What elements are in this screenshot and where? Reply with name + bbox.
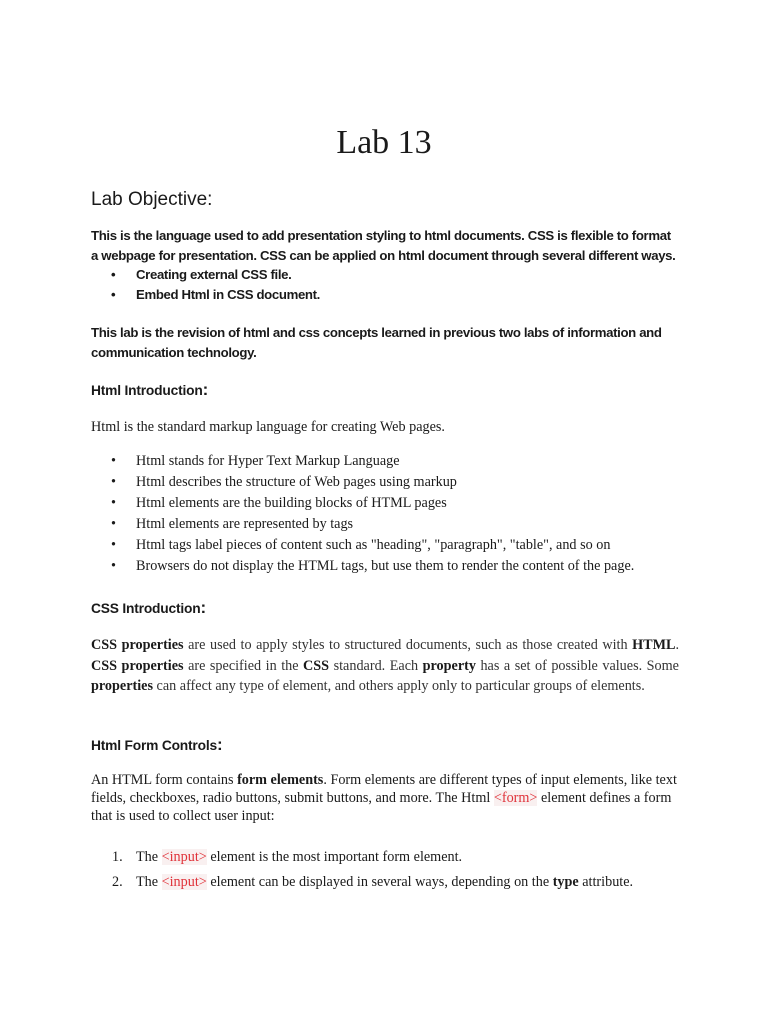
text-run: standard. Each bbox=[329, 657, 423, 674]
list-number: 1. bbox=[112, 849, 123, 865]
text-run: are specified in the bbox=[183, 657, 304, 674]
bullet-icon: • bbox=[111, 287, 116, 302]
text-run: element is the most important form element. bbox=[206, 849, 463, 865]
list-item bbox=[91, 847, 679, 868]
text-run: attribute. bbox=[578, 874, 634, 890]
heading-colon: : bbox=[202, 380, 209, 399]
bold-term: CSS properties bbox=[91, 637, 184, 653]
text-run: has a set of possible values. Some bbox=[475, 657, 679, 674]
form-paragraph bbox=[91, 771, 679, 825]
text-run: The bbox=[136, 874, 162, 890]
list-item bbox=[91, 285, 679, 305]
text-run: can affect any type of element, and others apply only to particular groups of elements. bbox=[153, 678, 645, 694]
text-run: An HTML form contains bbox=[91, 772, 238, 788]
heading-text: Html Introduction bbox=[91, 383, 203, 398]
text-run: are used to apply styles to structured documents, such as those created with bbox=[183, 637, 633, 653]
list-item bbox=[91, 872, 679, 893]
list-item-text: Embed Html in CSS document. bbox=[136, 287, 320, 302]
heading-text: CSS Introduction bbox=[91, 601, 201, 616]
html-form-controls-heading bbox=[91, 735, 679, 755]
bold-term: properties bbox=[91, 678, 153, 694]
list-item bbox=[91, 265, 679, 285]
list-item-text: Html elements are represented by tags bbox=[136, 516, 354, 532]
list-item bbox=[91, 556, 679, 577]
html-facts-list bbox=[91, 451, 679, 577]
css-paragraph bbox=[91, 635, 679, 697]
heading-colon: : bbox=[200, 598, 206, 617]
objective-list bbox=[91, 265, 679, 305]
list-item bbox=[91, 493, 679, 514]
bullet-icon: • bbox=[111, 267, 116, 282]
bullet-icon: • bbox=[111, 474, 116, 490]
list-item bbox=[91, 472, 679, 493]
bullet-icon: • bbox=[111, 516, 116, 532]
text-run: . bbox=[675, 637, 680, 653]
objective-paragraph: This is the language used to add presentation styling to html documents. CSS is flexible to format a webpage for presentation. CSS can be applied on html document through several different ways. bbox=[91, 228, 676, 263]
lab-objective-heading: Lab Objective: bbox=[91, 189, 213, 210]
html-intro-paragraph: Html is the standard markup language for creating Web pages. bbox=[91, 419, 445, 435]
bullet-icon: • bbox=[111, 537, 116, 553]
heading-text: Html Form Controls bbox=[91, 738, 217, 753]
list-item bbox=[91, 535, 679, 556]
list-item-text: Html elements are the building blocks of HTML pages bbox=[136, 495, 447, 511]
bold-term: CSS properties bbox=[91, 657, 184, 674]
text-run: . Form elements are different types of input elements, like text fields, checkboxes, radio buttons, submit buttons, and more. The Html bbox=[91, 772, 677, 806]
bullet-icon: • bbox=[111, 558, 116, 574]
list-item-text: Html tags label pieces of content such as "heading", "paragraph", "table", and so on bbox=[136, 537, 611, 553]
list-item-text: Creating external CSS file. bbox=[136, 267, 292, 282]
list-number: 2. bbox=[112, 874, 123, 890]
code-snippet: <form> bbox=[493, 790, 538, 806]
bullet-icon: • bbox=[111, 495, 116, 511]
bullet-icon: • bbox=[111, 453, 116, 469]
bold-term: CSS bbox=[303, 657, 330, 674]
bold-term: form elements bbox=[237, 772, 324, 788]
code-snippet: <input> bbox=[161, 849, 207, 865]
list-item-text: Browsers do not display the HTML tags, but use them to render the content of the page. bbox=[136, 558, 635, 574]
css-introduction-heading bbox=[91, 598, 679, 618]
form-elements-list bbox=[91, 847, 679, 897]
html-introduction-heading bbox=[91, 380, 679, 400]
list-item-text: Html describes the structure of Web pages using markup bbox=[136, 474, 457, 490]
list-item bbox=[91, 514, 679, 535]
list-item bbox=[91, 451, 679, 472]
list-item-text: Html stands for Hyper Text Markup Language bbox=[136, 453, 400, 469]
text-run: The bbox=[136, 849, 162, 865]
bold-term: type bbox=[552, 874, 579, 890]
text-run: element defines a form that is used to collect user input: bbox=[91, 790, 672, 824]
text-run: element can be displayed in several ways, depending on the bbox=[206, 874, 553, 890]
revision-paragraph: This lab is the revision of html and css concepts learned in previous two labs of information and communication technology. bbox=[91, 325, 662, 360]
bold-term: HTML bbox=[632, 637, 676, 653]
page-title: Lab 13 bbox=[336, 124, 432, 161]
code-snippet: <input> bbox=[161, 874, 207, 890]
heading-colon: : bbox=[216, 735, 223, 754]
bold-term: property bbox=[422, 657, 476, 674]
